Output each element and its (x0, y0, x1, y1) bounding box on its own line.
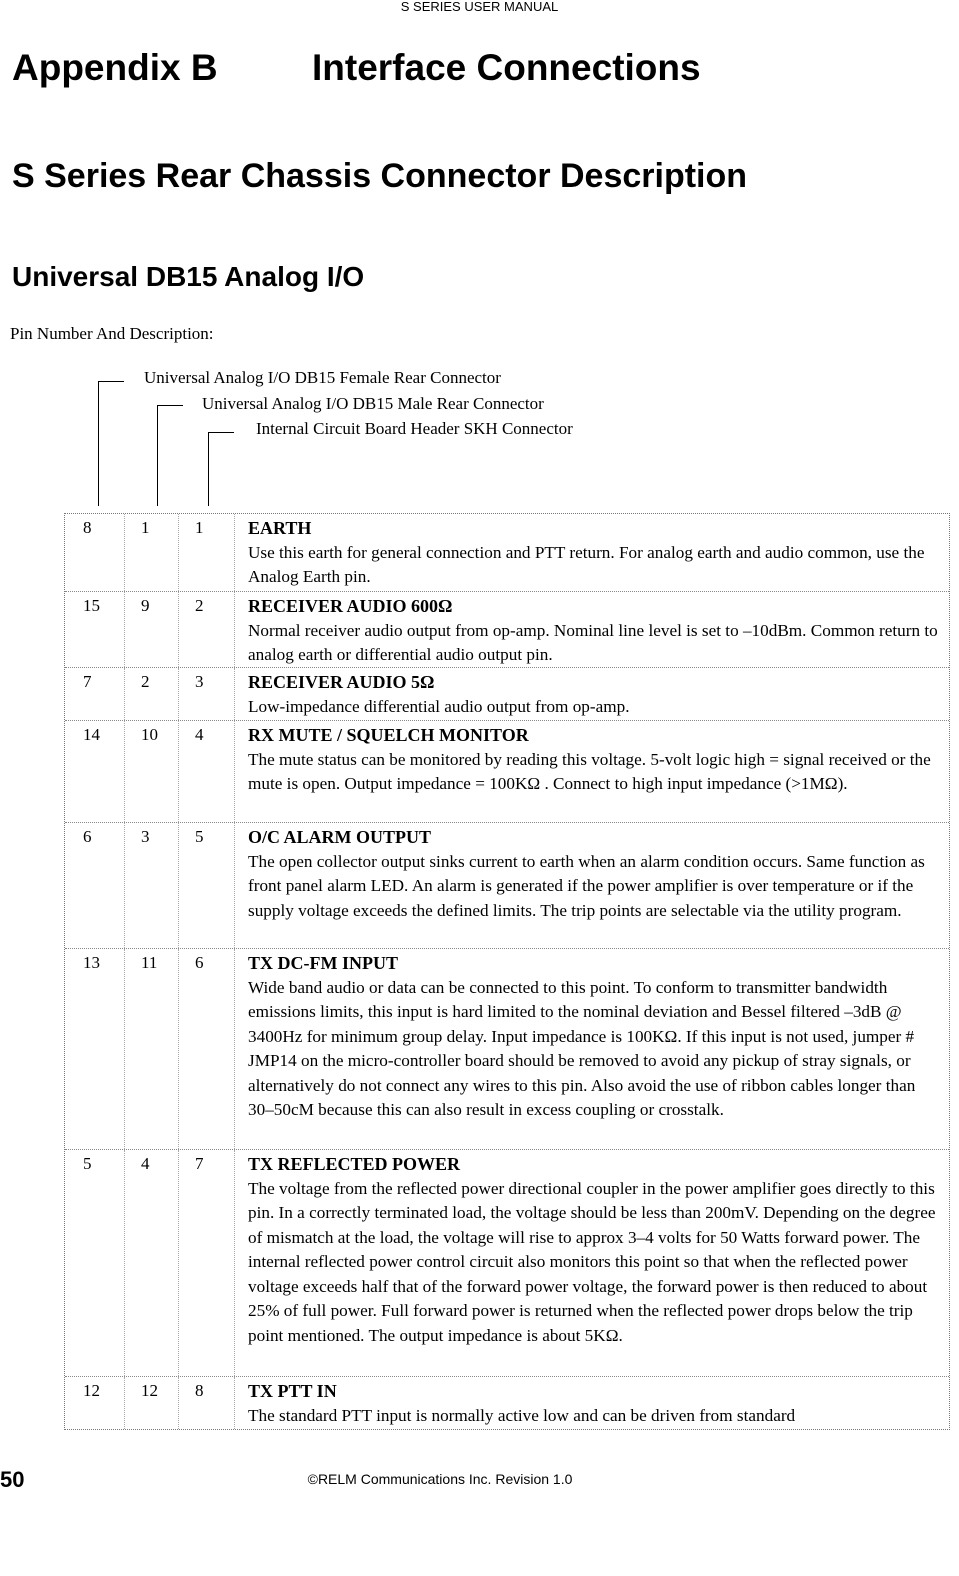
pin-name: TX DC-FM INPUT (248, 953, 398, 973)
female-pin: 13 (65, 949, 125, 1149)
header-pin: 3 (179, 668, 235, 720)
female-pin: 8 (65, 514, 125, 591)
pin-description-cell (235, 823, 949, 948)
pin-description: Wide band audio or data can be connected to this point. To conform to transmitter bandwidth emissions limits, this input is hard limited to the nominal deviation and Bessel filtered –3dB @ 3400Hz for minimum group delay. Input impedance is 100KΩ. If this input is not used, jumper # JMP14 on the micro-controller board should be removed to avoid any pickup of stray signals, or alternatively do not connect any wires to this pin. Also avoid the use of ribbon cables longer than 30–50cM because this can also result in excess coupling or crosstalk. (248, 977, 916, 1119)
legend-bracket-3-horizontal (208, 432, 234, 433)
subsection-title: Universal DB15 Analog I/O (12, 261, 365, 292)
pin-row (65, 1377, 949, 1429)
pin-row (65, 823, 949, 949)
pin-description: Normal receiver audio output from op-amp. Nominal line level is set to –10dBm. Common return to analog earth or differential audio output pin. (248, 620, 938, 664)
pin-description-cell (235, 1150, 949, 1376)
pin-name: EARTH (248, 518, 312, 538)
female-pin: 5 (65, 1150, 125, 1376)
pin-description-cell (235, 592, 949, 667)
pin-row (65, 668, 949, 721)
pin-description-cell (235, 949, 949, 1149)
pin-row (65, 721, 949, 823)
pin-description: Use this earth for general connection and PTT return. For analog earth and audio common, use the Analog Earth pin. (248, 542, 925, 586)
page-number: 50 (0, 1467, 25, 1492)
pin-row (65, 949, 949, 1150)
pin-name: RECEIVER AUDIO 5Ω (248, 672, 435, 692)
appendix-heading (12, 46, 701, 90)
header-pin: 7 (179, 1150, 235, 1376)
pin-description: Low-impedance differential audio output from op-amp. (248, 696, 630, 716)
female-pin: 6 (65, 823, 125, 948)
legend-col3-label: Internal Circuit Board Header SKH Connector (256, 419, 573, 438)
pin-name: TX REFLECTED POWER (248, 1154, 461, 1174)
male-pin: 3 (125, 823, 179, 948)
legend-bracket-2-horizontal (157, 405, 183, 406)
male-pin: 4 (125, 1150, 179, 1376)
female-pin: 14 (65, 721, 125, 822)
male-pin: 12 (125, 1377, 179, 1429)
pin-description-cell (235, 514, 949, 591)
header-pin: 8 (179, 1377, 235, 1429)
pin-description-cell (235, 668, 949, 720)
header-pin: 1 (179, 514, 235, 591)
pin-description-cell (235, 1377, 949, 1429)
pin-name: RX MUTE / SQUELCH MONITOR (248, 725, 529, 745)
pin-row (65, 1150, 949, 1377)
header-pin: 5 (179, 823, 235, 948)
appendix-label: Appendix B (12, 47, 218, 88)
pin-row (65, 592, 949, 668)
female-pin: 15 (65, 592, 125, 667)
legend-bracket-3-vertical (208, 432, 209, 506)
pin-description: The mute status can be monitored by reading this voltage. 5-volt logic high = signal received or the mute is open. Output impedance = 100KΩ . Connect to high input impedance (>1MΩ). (248, 749, 931, 793)
footer-copyright: ©RELM Communications Inc. Revision 1.0 (307, 1471, 573, 1487)
pin-name: RECEIVER AUDIO 600Ω (248, 596, 453, 616)
header-pin: 2 (179, 592, 235, 667)
section-title: S Series Rear Chassis Connector Description (12, 157, 748, 195)
running-header: S SERIES USER MANUAL (400, 0, 559, 14)
male-pin: 10 (125, 721, 179, 822)
legend-col2-label: Universal Analog I/O DB15 Male Rear Connector (202, 394, 544, 413)
female-pin: 12 (65, 1377, 125, 1429)
male-pin: 1 (125, 514, 179, 591)
legend-bracket-1-vertical (98, 381, 99, 506)
pin-name: O/C ALARM OUTPUT (248, 827, 432, 847)
legend-bracket-2-vertical (157, 405, 158, 506)
male-pin: 9 (125, 592, 179, 667)
female-pin: 7 (65, 668, 125, 720)
appendix-title: Interface Connections (312, 47, 701, 88)
male-pin: 2 (125, 668, 179, 720)
intro-text: Pin Number And Description: (10, 324, 214, 343)
header-pin: 4 (179, 721, 235, 822)
pin-table (64, 513, 950, 1430)
legend-bracket-1-horizontal (98, 381, 124, 382)
male-pin: 11 (125, 949, 179, 1149)
pin-description-cell (235, 721, 949, 822)
pin-row (65, 514, 949, 592)
pin-description: The standard PTT input is normally active low and can be driven from standard (248, 1405, 796, 1425)
pin-description: The open collector output sinks current to earth when an alarm condition occurs. Same function as front panel alarm LED. An alarm is generated if the power amplifier is over temperature or if the supply voltage exceeds the defined limits. The trip points are selectable via the utility program. (248, 851, 925, 920)
pin-name: TX PTT IN (248, 1381, 337, 1401)
header-pin: 6 (179, 949, 235, 1149)
legend-col1-label: Universal Analog I/O DB15 Female Rear Connector (144, 368, 501, 387)
pin-description: The voltage from the reflected power directional coupler in the power amplifier goes directly to this pin. In a correctly terminated load, the voltage should be less than 200mV. Depending on the degree of mismatch at the load, the voltage will rise to approx 3–4 volts for 50 Watts forward power. The internal reflected power control circuit also monitors this point so that when the reflected power voltage exceeds half that of the forward power voltage, the forward power is then reduced to about 25% of full power. Full forward power is returned when the reflected power drops below the trip point mentioned. The output impedance is about 5KΩ. (248, 1178, 936, 1345)
